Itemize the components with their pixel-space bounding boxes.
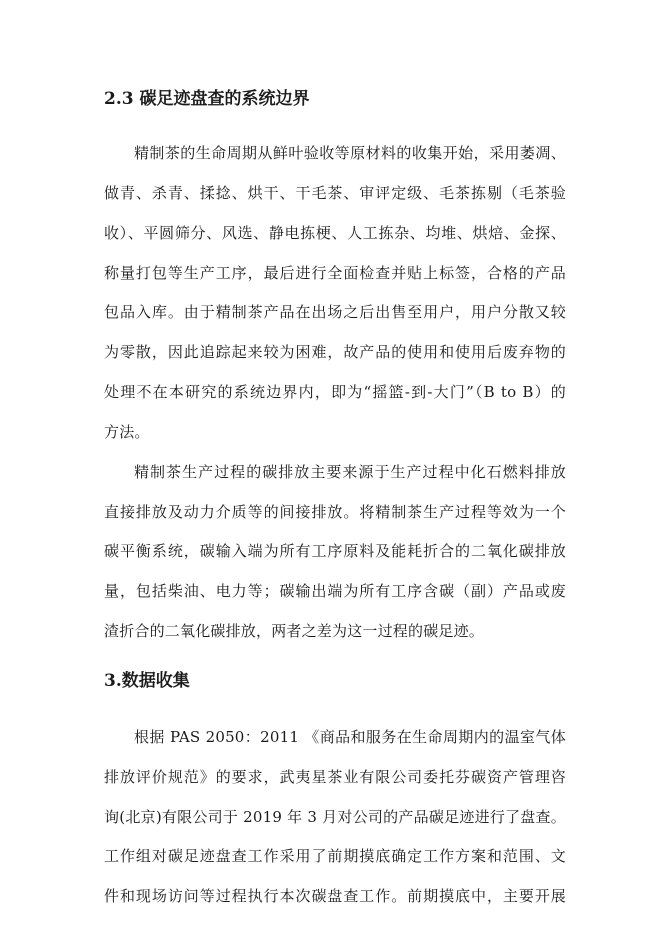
paragraph-line: 渣折合的二氧化碳排放，两者之差为这一过程的碳足迹。 [104,622,485,640]
paragraph-line: 处理不在本研究的系统边界内，即为“摇篮-到-大门”（B to B）的 [104,383,566,401]
paragraph-line: 收）、平圆筛分、风选、静电拣梗、人工拣杂、均堆、烘焙、金探、 [104,224,566,242]
paragraph-line: 排放评价规范》的要求，武夷星茶业有限公司委托芬碳资产管理咨 [104,768,566,786]
paragraph-line: 为零散，因此追踪起来较为困难，故产品的使用和使用后废弃物的 [104,343,566,361]
paragraph-line: 件和现场访问等过程执行本次碳盘查工作。前期摸底中，主要开展 [104,887,566,905]
paragraph-line: 做青、杀青、揉捻、烘干、干毛茶、审评定级、毛茶拣剔（毛茶验 [104,184,566,202]
paragraph-line: 碳平衡系统，碳输入端为所有工序原料及能耗折合的二氧化碳排放 [104,542,566,560]
paragraph-line: 询(北京)有限公司于 2019 年 3 月对公司的产品碳足迹进行了盘查。 [104,808,566,826]
paragraph-line: 精制茶生产过程的碳排放主要来源于生产过程中化石燃料排放 [134,463,566,481]
section-heading-3: 3.数据收集 [104,671,190,691]
paragraph-line: 称量打包等生产工序，最后进行全面检查并贴上标签，合格的产品 [104,264,566,282]
paragraph-line: 工作组对碳足迹盘查工作采用了前期摸底确定工作方案和范围、文 [104,847,566,865]
paragraph-line: 直接排放及动力介质等的间接排放。将精制茶生产过程等效为一个 [104,503,566,521]
paragraph-line: 根据 PAS 2050：2011 《商品和服务在生命周期内的温室气体 [134,728,566,746]
paragraph-line: 方法。 [104,423,150,441]
section-heading-2-3: 2.3 碳足迹盘查的系统边界 [104,89,310,109]
paragraph-line: 精制茶的生命周期从鲜叶验收等原材料的收集开始，采用萎凋、 [134,144,566,162]
paragraph-line: 量，包括柴油、电力等；碳输出端为所有工序含碳（副）产品或废 [104,582,566,600]
paragraph-line: 包品入库。由于精制茶产品在出场之后出售至用户，用户分散又较 [104,303,566,321]
